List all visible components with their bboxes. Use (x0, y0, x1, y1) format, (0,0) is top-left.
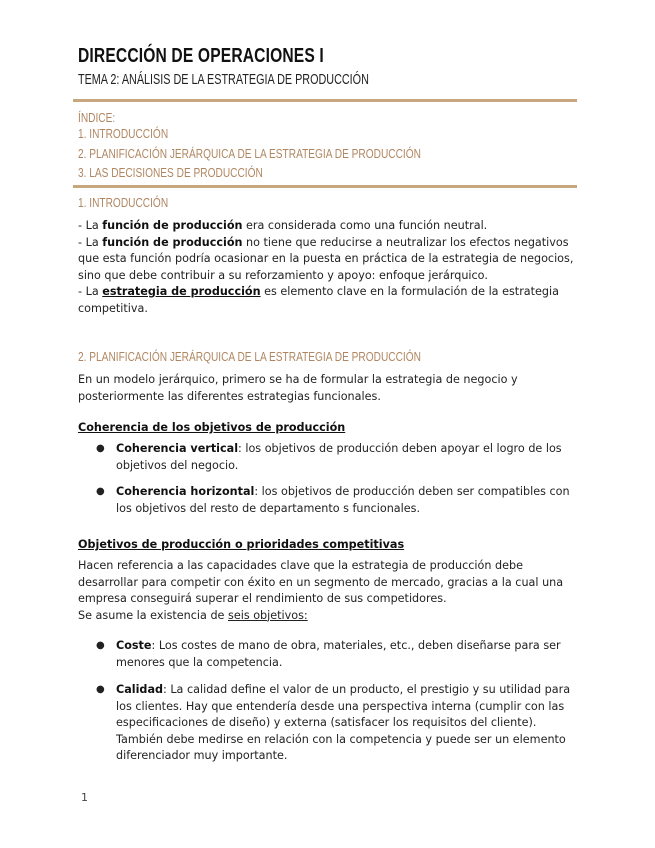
section-2-heading: 2. PLANIFICACIÓN JERÁRQUICA DE LA ESTRATEGIA DE PRODUCCIÓN (78, 349, 421, 364)
objetivos-text: Hacen referencia a las capacidades clave que la estrategia de producción debe desarrollar para competir con éxito en un segmento de mercado, gracias a la cual una empresa conseguirá superar el rendimiento de sus competidores. (78, 559, 564, 605)
toc-item-3: 3. LAS DECISIONES DE PRODUCCIÓN (78, 165, 263, 180)
objetivos-subheading: Objetivos de producción o prioridades competitivas (78, 538, 405, 551)
bullet-dot: ● (96, 443, 105, 454)
coherencia-subheading: Coherencia de los objetivos de producción (78, 421, 346, 434)
intro-line-3: - La estrategia de producción es elemento clave en la formulación de la estrategia competitiva. (78, 285, 559, 315)
toc-item-1: 1. INTRODUCCIÓN (78, 126, 169, 141)
toc-item-2: 2. PLANIFICACIÓN JERÁRQUICA DE LA ESTRATEGIA DE PRODUCCIÓN (78, 146, 421, 161)
intro-line-1: - La función de producción era considerada como una función neutral. (78, 219, 488, 232)
page-number: 1 (81, 791, 88, 804)
document-title: DIRECCIÓN DE OPERACIONES I (78, 45, 324, 67)
assume-line: Se asume la existencia de seis objetivos: (78, 608, 308, 622)
section-2-intro: En un modelo jerárquico, primero se ha de formular la estrategia de negocio y posteriormente las diferentes estrategias funcionales. (78, 373, 518, 403)
bullet-dot: ● (96, 684, 105, 695)
document-page: DIRECCIÓN DE OPERACIONES I TEMA 2: ANÁLISIS DE LA ESTRATEGIA DE PRODUCCIÓN ÍNDICE: 1. INTRODUCCIÓN 2. PLANIFICACIÓN JERÁRQUICA DE LA ESTRATEGIA DE PRODUCCIÓN 3. LAS DECISIONES DE PRODUCCIÓN 1. INTRODUCCIÓN - La función de producción era considerada como una función neutral. - La función de producción no tiene que reducirse a neutralizar los efectos negativos que esta función podría ocasionar en la puesta en práctica de la estrategia de negocios, sino que debe contribuir a su reforzamiento y apoyo: enfoque jerárquico. - La estrategia de producción es elemento clave en la formulación de la estrategia competitiva. 2. PLANIFICACIÓN JERÁRQUICA DE LA ESTRATEGIA DE PRODUCCIÓN En un modelo jerárquico, primero se ha de formular la estrategia de negocio y posteriormente las diferentes estrategias funcionales. Coherencia de los objetivos de producción ● Coherencia vertical: los objetivos de producción deben apoyar el logro de los objetivos del negocio. ● Coherencia horizontal: los objetivos de producción deben ser compatibles con los objetivos del resto de departamento s funcionales. Objetivos de producción o prioridades competitivas Hacen referencia a las capacidades clave que la estrategia de producción debe desarrollar para competir con éxito en un segmento de mercado, gracias a la cual una empresa conseguirá superar el rendimiento de sus competidores. Se asume la existencia de seis objetivos: ● Coste: Los costes de mano de obra, materiales, etc., deben diseñarse para ser menores que la competencia. ● Calidad: La calidad define el valor de un producto, el prestigio y su utilidad para los clientes. Hay que entendería desde una perspectiva interna (cumplir con las especificaciones de diseño) y externa (satisfacer los requisitos del cliente). También debe medirse en relación con la competencia y puede ser un elemento diferenciador muy importante. 1 (0, 0, 655, 848)
intro-line-2: - La función de producción no tiene que reducirse a neutralizar los efectos negativos que esta función podría ocasionar en la puesta en práctica de la estrategia de negocios, sino que debe contribuir a su reforzamiento y apoyo: enfoque jerárquico. (78, 235, 574, 282)
section-1-heading: 1. INTRODUCCIÓN (78, 195, 169, 210)
document-subtitle: TEMA 2: ANÁLISIS DE LA ESTRATEGIA DE PRODUCCIÓN (78, 71, 369, 88)
toc-heading: ÍNDICE: (78, 110, 116, 125)
divider-top (73, 99, 577, 102)
divider-toc (73, 185, 577, 188)
bullet-dot: ● (96, 486, 105, 497)
objetivos-body (78, 558, 578, 624)
section-1-body (78, 218, 578, 317)
bullet-dot: ● (96, 640, 105, 651)
